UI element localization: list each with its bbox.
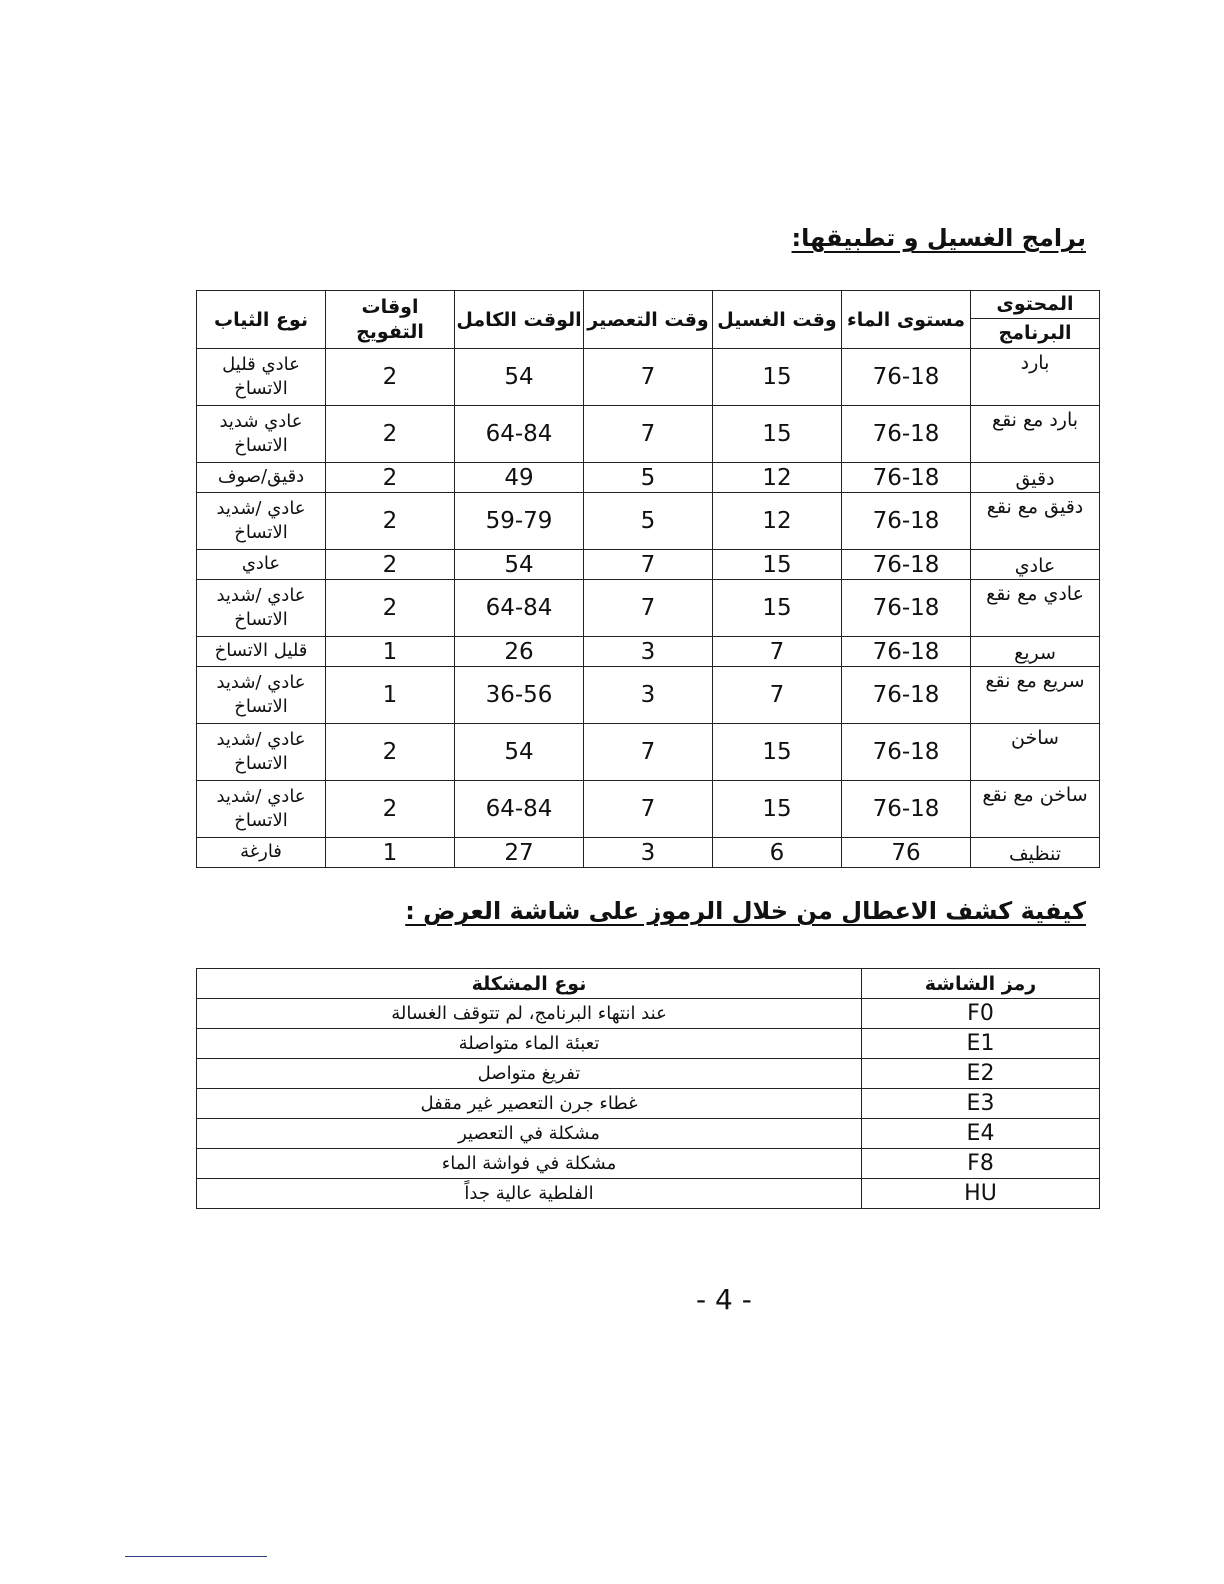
drain-times-cell: 2 xyxy=(326,550,455,580)
fault-problem-cell: غطاء جرن التعصير غير مقفل xyxy=(197,1089,862,1119)
fault-problem-cell: مشكلة في التعصير xyxy=(197,1119,862,1149)
spin-time-cell: 5 xyxy=(584,463,713,493)
total-time-cell: 49 xyxy=(455,463,584,493)
program-name-cell: سريع xyxy=(971,637,1100,667)
clothes-type-cell: قليل الاتساخ xyxy=(197,637,326,667)
header-spin-time: وقت التعصير xyxy=(584,291,713,349)
water-level-cell: 76-18 xyxy=(842,550,971,580)
drain-times-cell: 2 xyxy=(326,349,455,406)
fault-problem-cell: عند انتهاء البرنامج، لم تتوقف الغسالة xyxy=(197,999,862,1029)
faults-table xyxy=(196,968,1100,1209)
water-level-cell: 76-18 xyxy=(842,463,971,493)
drain-times-cell: 2 xyxy=(326,493,455,550)
drain-times-cell: 1 xyxy=(326,637,455,667)
fault-code-cell: HU xyxy=(862,1179,1100,1209)
spin-time-cell: 7 xyxy=(584,724,713,781)
program-row xyxy=(197,724,1100,781)
wash-time-cell: 15 xyxy=(713,349,842,406)
faults-heading: كيفية كشف الاعطال من خلال الرموز على شاشة العرض : xyxy=(405,897,1086,925)
program-name-cell: ساخن xyxy=(971,724,1100,781)
spin-time-cell: 7 xyxy=(584,550,713,580)
drain-times-cell: 2 xyxy=(326,580,455,637)
program-name-cell: ساخن مع نقع xyxy=(971,781,1100,838)
programs-heading: برامج الغسيل و تطبيقها: xyxy=(791,224,1086,252)
fault-code-cell: E2 xyxy=(862,1059,1100,1089)
clothes-type-cell: عادي xyxy=(197,550,326,580)
drain-times-cell: 2 xyxy=(326,406,455,463)
drain-times-cell: 1 xyxy=(326,667,455,724)
fault-row xyxy=(197,1149,1100,1179)
fault-code-cell: F0 xyxy=(862,999,1100,1029)
fault-code-cell: E3 xyxy=(862,1089,1100,1119)
water-level-cell: 76-18 xyxy=(842,406,971,463)
spin-time-cell: 3 xyxy=(584,637,713,667)
wash-time-cell: 7 xyxy=(713,667,842,724)
wash-time-cell: 15 xyxy=(713,580,842,637)
wash-time-cell: 15 xyxy=(713,550,842,580)
program-name-cell: تنظيف xyxy=(971,838,1100,868)
clothes-type-cell: عادي /شديد الاتساخ xyxy=(197,580,326,637)
header-total-time: الوقت الكامل xyxy=(455,291,584,349)
wash-time-cell: 12 xyxy=(713,493,842,550)
fault-row xyxy=(197,1089,1100,1119)
header-program-label: البرنامج xyxy=(998,322,1072,344)
header-drain-times: اوقات التفويج xyxy=(326,291,455,349)
water-level-cell: 76-18 xyxy=(842,637,971,667)
fault-row xyxy=(197,1029,1100,1059)
drain-times-cell: 2 xyxy=(326,463,455,493)
program-row xyxy=(197,349,1100,406)
program-row xyxy=(197,580,1100,637)
header-screen-code: رمز الشاشة xyxy=(862,969,1100,999)
program-name-cell: عادي مع نقع xyxy=(971,580,1100,637)
fault-code-cell: F8 xyxy=(862,1149,1100,1179)
wash-time-cell: 15 xyxy=(713,724,842,781)
header-wash-time: وقت الغسيل xyxy=(713,291,842,349)
total-time-cell: 36-56 xyxy=(455,667,584,724)
fault-problem-cell: تفريغ متواصل xyxy=(197,1059,862,1089)
page-number: - 4 - xyxy=(696,1283,752,1316)
clothes-type-cell: عادي /شديد الاتساخ xyxy=(197,781,326,838)
water-level-cell: 76 xyxy=(842,838,971,868)
total-time-cell: 64-84 xyxy=(455,580,584,637)
program-row xyxy=(197,406,1100,463)
footnote-separator xyxy=(125,1556,267,1557)
water-level-cell: 76-18 xyxy=(842,724,971,781)
wash-time-cell: 15 xyxy=(713,406,842,463)
wash-time-cell: 12 xyxy=(713,463,842,493)
clothes-type-cell: عادي /شديد الاتساخ xyxy=(197,724,326,781)
clothes-type-cell: دقيق/صوف xyxy=(197,463,326,493)
fault-code-cell: E1 xyxy=(862,1029,1100,1059)
programs-table xyxy=(196,290,1100,868)
drain-times-cell: 2 xyxy=(326,724,455,781)
water-level-cell: 76-18 xyxy=(842,580,971,637)
program-row xyxy=(197,463,1100,493)
program-row xyxy=(197,493,1100,550)
spin-time-cell: 3 xyxy=(584,838,713,868)
program-row xyxy=(197,550,1100,580)
drain-times-cell: 2 xyxy=(326,781,455,838)
total-time-cell: 26 xyxy=(455,637,584,667)
clothes-type-cell: عادي /شديد الاتساخ xyxy=(197,667,326,724)
program-row xyxy=(197,838,1100,868)
header-content-label: المحتوى xyxy=(971,291,1099,319)
drain-times-cell: 1 xyxy=(326,838,455,868)
program-row xyxy=(197,667,1100,724)
fault-code-cell: E4 xyxy=(862,1119,1100,1149)
program-name-cell: بارد مع نقع xyxy=(971,406,1100,463)
total-time-cell: 64-84 xyxy=(455,406,584,463)
clothes-type-cell: فارغة xyxy=(197,838,326,868)
program-row xyxy=(197,781,1100,838)
total-time-cell: 54 xyxy=(455,550,584,580)
total-time-cell: 54 xyxy=(455,349,584,406)
fault-problem-cell: تعبئة الماء متواصلة xyxy=(197,1029,862,1059)
program-name-cell: دقيق مع نقع xyxy=(971,493,1100,550)
fault-row xyxy=(197,999,1100,1029)
fault-problem-cell: مشكلة في فواشة الماء xyxy=(197,1149,862,1179)
spin-time-cell: 7 xyxy=(584,406,713,463)
header-water-level: مستوى الماء xyxy=(842,291,971,349)
wash-time-cell: 7 xyxy=(713,637,842,667)
clothes-type-cell: عادي /شديد الاتساخ xyxy=(197,493,326,550)
program-name-cell: سريع مع نقع xyxy=(971,667,1100,724)
water-level-cell: 76-18 xyxy=(842,349,971,406)
clothes-type-cell: عادي شديد الاتساخ xyxy=(197,406,326,463)
spin-time-cell: 3 xyxy=(584,667,713,724)
wash-time-cell: 6 xyxy=(713,838,842,868)
water-level-cell: 76-18 xyxy=(842,781,971,838)
total-time-cell: 27 xyxy=(455,838,584,868)
spin-time-cell: 7 xyxy=(584,781,713,838)
header-problem-type: نوع المشكلة xyxy=(197,969,862,999)
total-time-cell: 59-79 xyxy=(455,493,584,550)
header-clothes-type: نوع الثياب xyxy=(197,291,326,349)
header-program-content xyxy=(971,291,1100,349)
spin-time-cell: 7 xyxy=(584,349,713,406)
fault-problem-cell: الفلطية عالية جداً xyxy=(197,1179,862,1209)
total-time-cell: 64-84 xyxy=(455,781,584,838)
water-level-cell: 76-18 xyxy=(842,493,971,550)
fault-row xyxy=(197,1059,1100,1089)
total-time-cell: 54 xyxy=(455,724,584,781)
wash-time-cell: 15 xyxy=(713,781,842,838)
program-name-cell: عادي xyxy=(971,550,1100,580)
fault-row xyxy=(197,1179,1100,1209)
spin-time-cell: 5 xyxy=(584,493,713,550)
spin-time-cell: 7 xyxy=(584,580,713,637)
fault-row xyxy=(197,1119,1100,1149)
water-level-cell: 76-18 xyxy=(842,667,971,724)
program-name-cell: بارد xyxy=(971,349,1100,406)
program-name-cell: دقيق xyxy=(971,463,1100,493)
clothes-type-cell: عادي قليل الاتساخ xyxy=(197,349,326,406)
program-row xyxy=(197,637,1100,667)
